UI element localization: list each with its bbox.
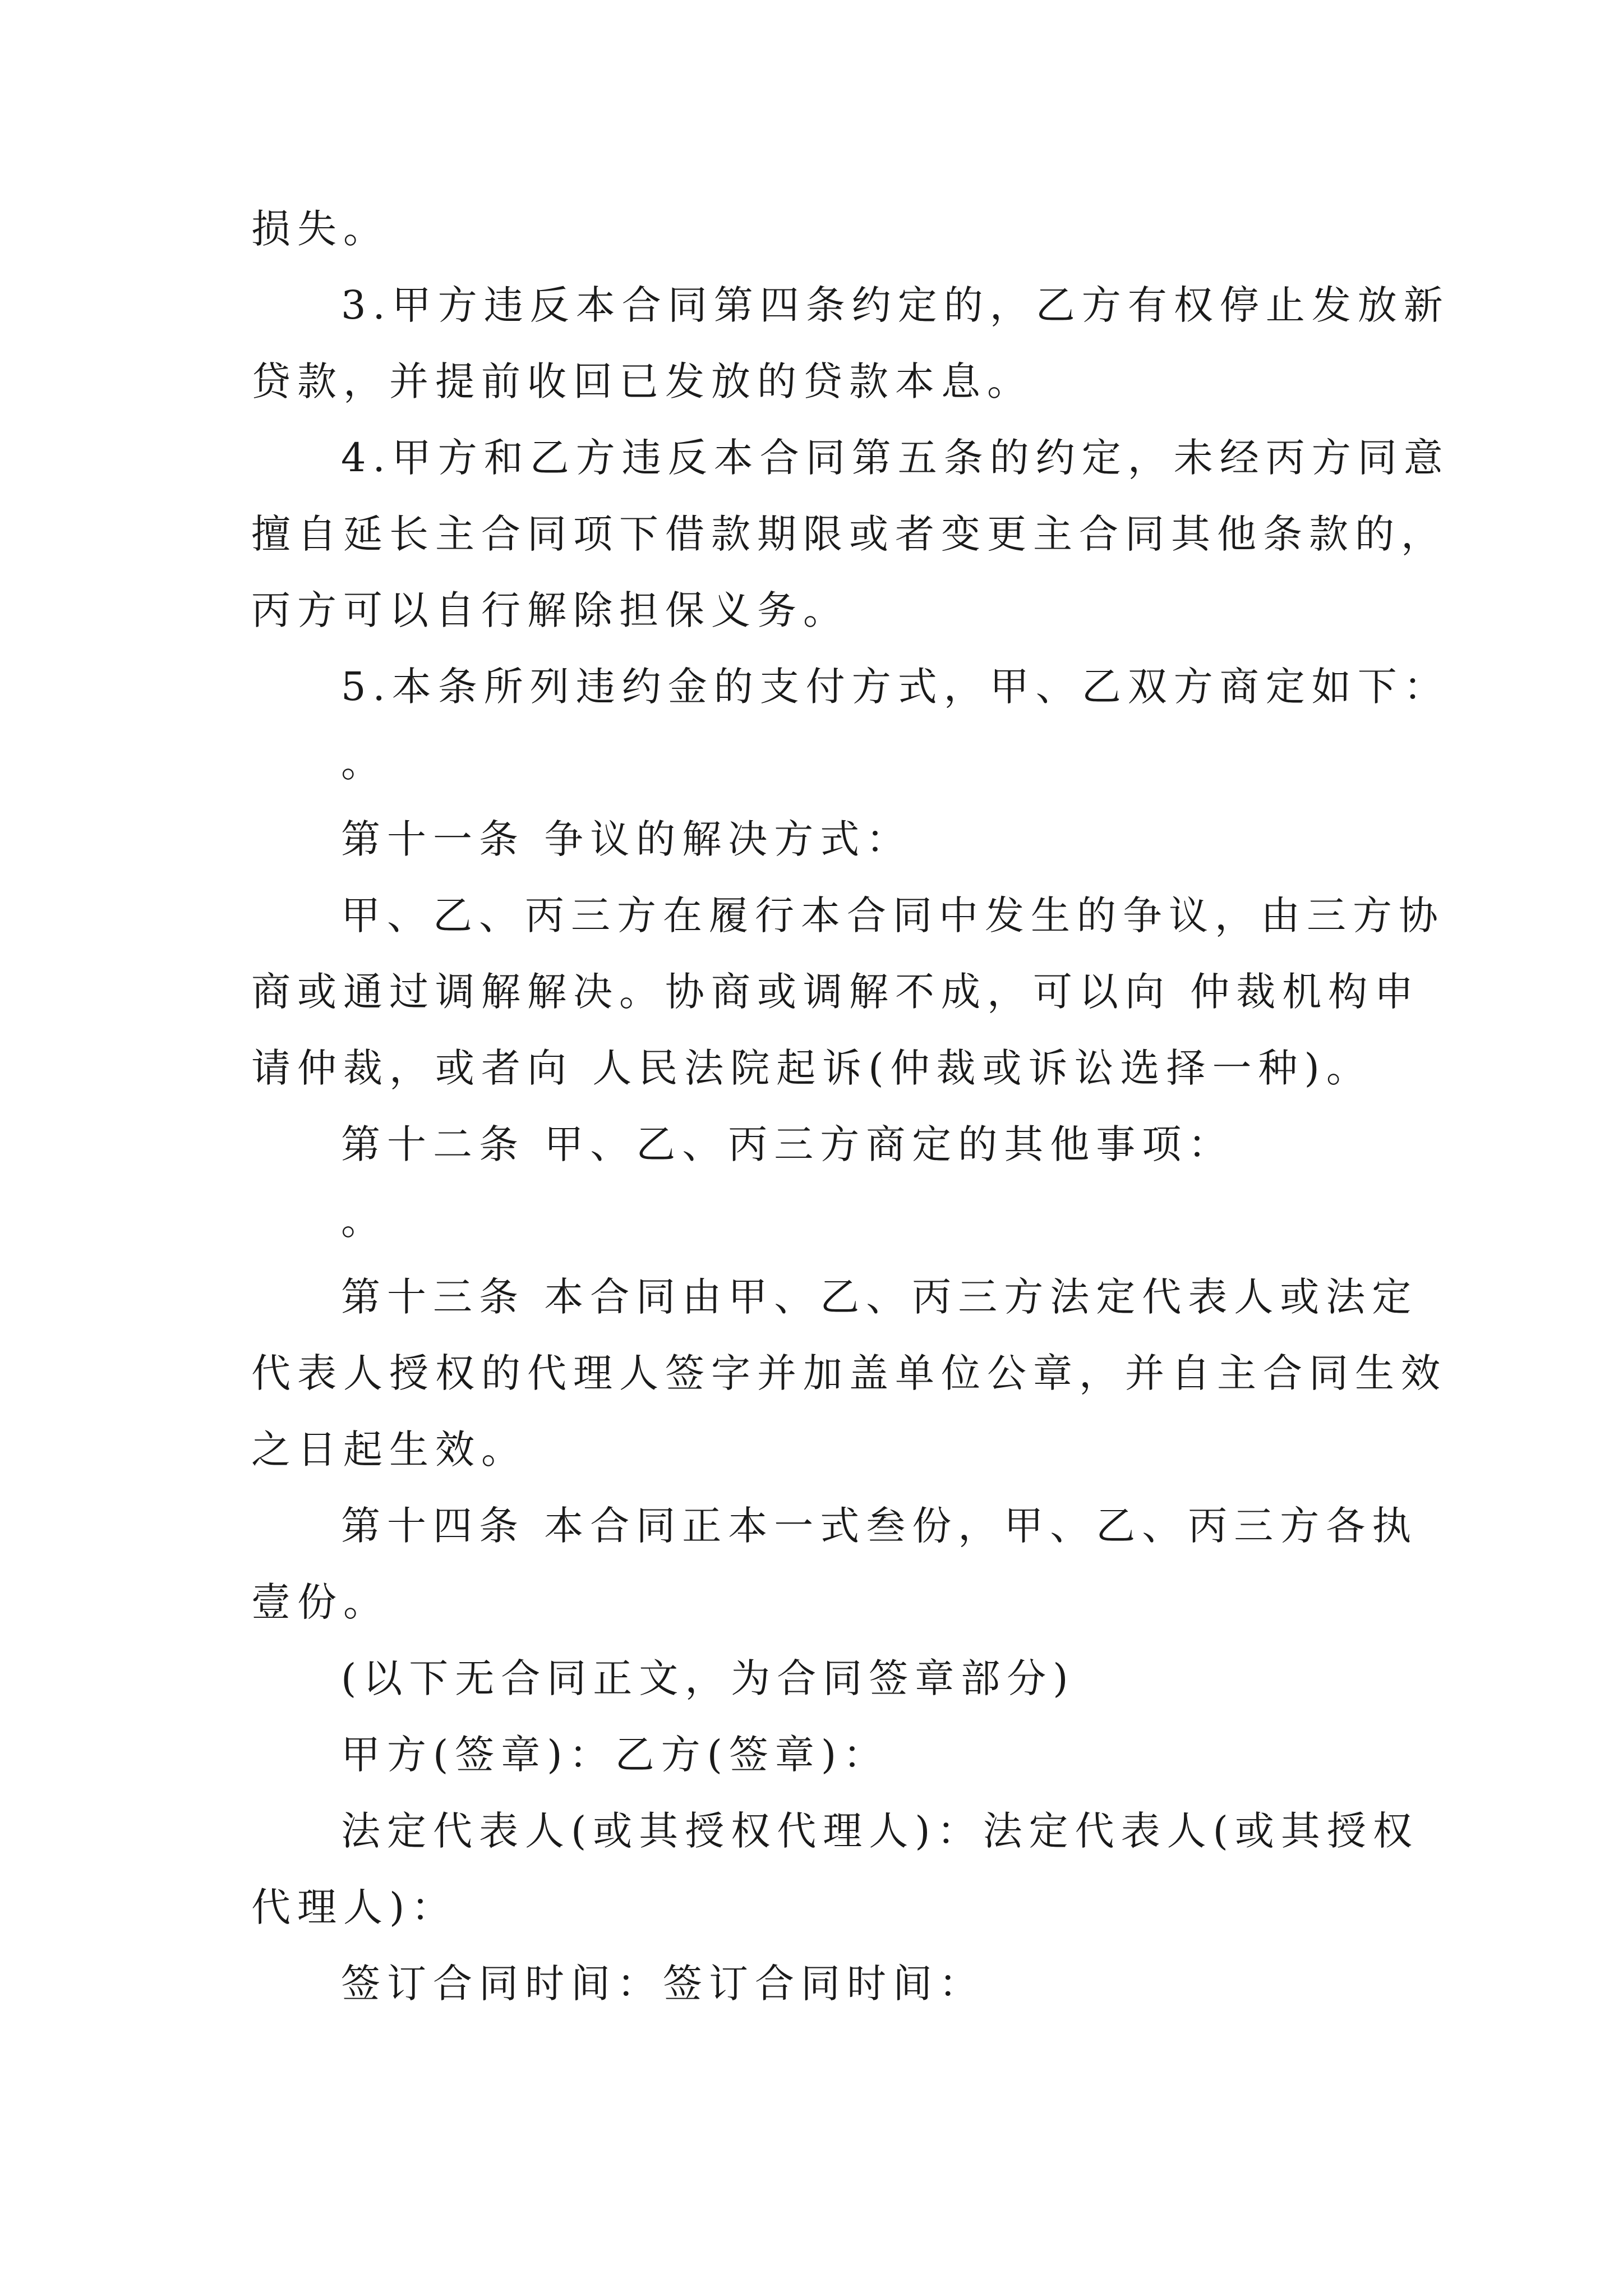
signature-section-note: (以下无合同正文，为合同签章部分) [341, 1655, 1075, 1701]
article-11-heading: 第十一条 争议的解决方式： [341, 816, 912, 862]
contract-body-text [251, 191, 1450, 2022]
text-line-3: 贷款，并提前收回已发放的贷款本息。 [251, 358, 1033, 404]
signing-date-line: 签订合同时间：签订合同时间： [341, 1961, 985, 2007]
text-line-1: 损失。 [251, 206, 389, 252]
text-line-7: 5.本条所列违约金的支付方式，甲、乙双方商定如下： [341, 664, 1450, 710]
legal-representative-line: 法定代表人(或其授权代理人)：法定代表人(或其授权 [341, 1808, 1419, 1854]
text-line-16: 代表人授权的代理人签字并加盖单位公章，并自主合同生效 [251, 1350, 1447, 1396]
party-signature-line: 甲方(签章)：乙方(签章)： [341, 1732, 889, 1778]
text-line-11: 商或通过调解解决。协商或调解不成，可以向 仲裁机构申 [251, 969, 1421, 1015]
text-line-8: 。 [341, 740, 387, 786]
text-line-19: 壹份。 [251, 1579, 389, 1625]
article-12-heading: 第十二条 甲、乙、丙三方商定的其他事项： [341, 1121, 1234, 1167]
text-line-2: 3.甲方违反本合同第四条约定的，乙方有权停止发放新 [341, 282, 1450, 328]
text-line-6: 丙方可以自行解除担保义务。 [251, 587, 849, 633]
text-line-4: 4.甲方和乙方违反本合同第五条的约定，未经丙方同意 [341, 435, 1450, 481]
article-13-heading: 第十三条 本合同由甲、乙、丙三方法定代表人或法定 [341, 1274, 1418, 1320]
text-line-17: 之日起生效。 [251, 1427, 527, 1473]
text-line-23: 代理人)： [251, 1884, 458, 1930]
article-14-heading: 第十四条 本合同正本一式叁份，甲、乙、丙三方各执 [341, 1503, 1418, 1549]
text-line-12: 请仲裁，或者向 人民法院起诉(仲裁或诉讼选择一种)。 [251, 1045, 1372, 1091]
text-line-14: 。 [341, 1198, 387, 1244]
text-line-5: 擅自延长主合同项下借款期限或者变更主合同其他条款的， [251, 511, 1447, 557]
text-line-10: 甲、乙、丙三方在履行本合同中发生的争议，由三方协 [341, 892, 1445, 938]
